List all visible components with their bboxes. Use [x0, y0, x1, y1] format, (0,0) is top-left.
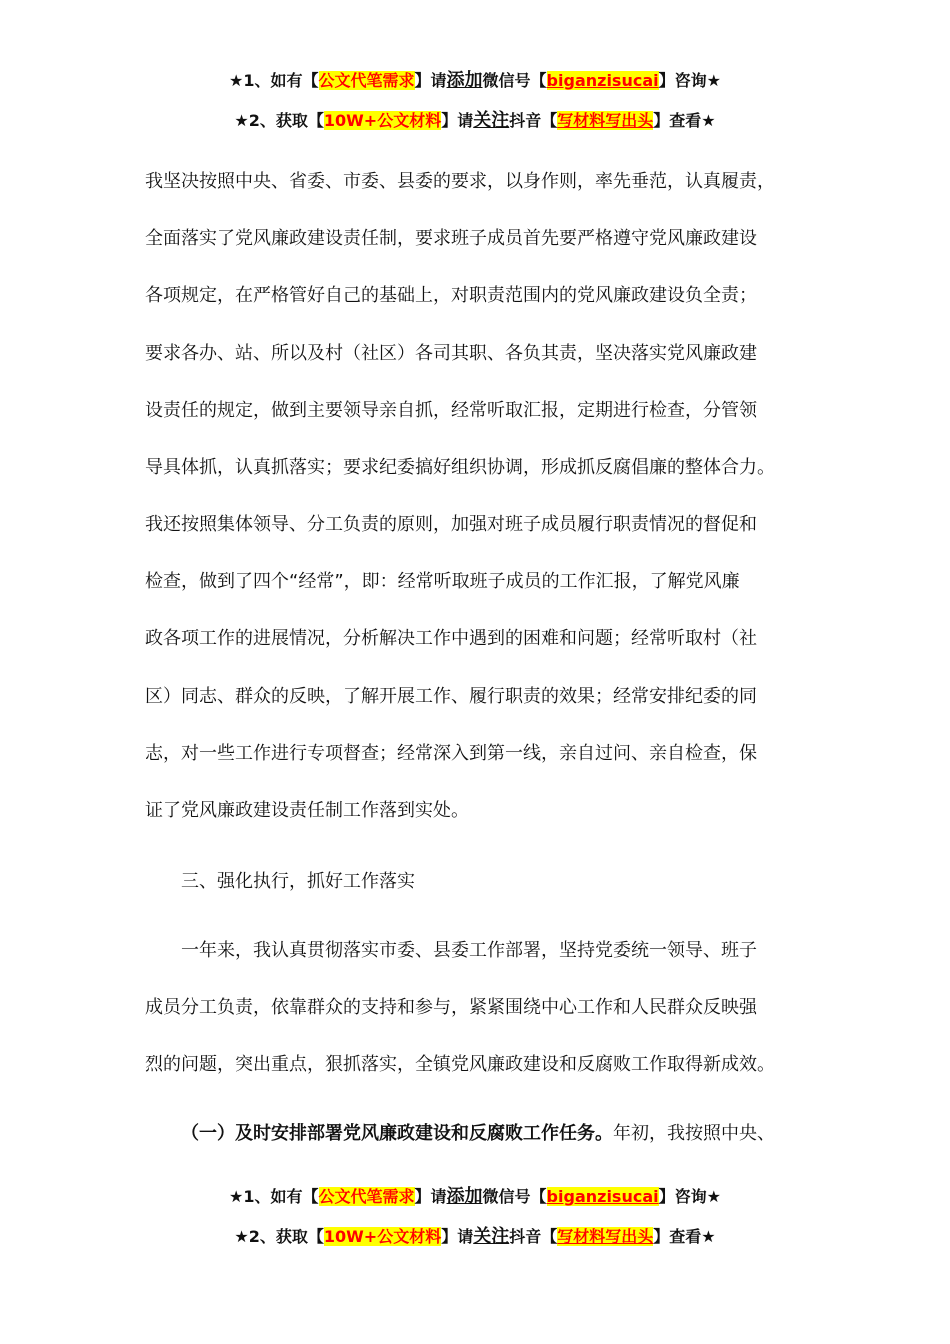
body-line: 设责任的规定，做到主要领导亲自抓，经常听取汇报，定期进行检查，分管领	[145, 400, 757, 421]
body-line: 我坚决按照中央、省委、市委、县委的要求，以身作则，率先垂范，认真履责，	[145, 171, 775, 192]
footer-banner-line-2: ★2、获取【10W+公文材料】请关注抖音【写材料写出头】查看★	[234, 1226, 716, 1247]
body-line: 烈的问题，突出重点，狠抓落实，全镇党风廉政建设和反腐败工作取得新成效。	[145, 1054, 775, 1075]
body-line: 各项规定，在严格管好自己的基础上，对职责范围内的党风廉政建设负全责；	[145, 285, 757, 306]
item-one-title: （一）及时安排部署党风廉政建设和反腐败工作任务。	[181, 1123, 613, 1144]
body-line: 一年来，我认真贯彻落实市委、县委工作部署，坚持党委统一领导、班子	[181, 940, 757, 961]
body-line: 成员分工负责，依靠群众的支持和参与，紧紧围绕中心工作和人民群众反映强	[145, 997, 757, 1018]
highlight-ghostwriting: 公文代笔需求	[318, 71, 415, 90]
section-heading: 三、强化执行，抓好工作落实	[181, 871, 415, 892]
body-line: 志，对一些工作进行专项督查；经常深入到第一线，亲自过问、亲自检查，保	[145, 743, 757, 764]
highlight-materials: 10W+公文材料	[323, 111, 442, 130]
body-line: 证了党风廉政建设责任制工作落到实处。	[145, 800, 469, 821]
body-line: 要求各办、站、所以及村（社区）各司其职、各负其责，坚决落实党风廉政建	[145, 343, 757, 364]
body-line: 政各项工作的进展情况，分析解决工作中遇到的困难和问题；经常听取村（社	[145, 628, 757, 649]
footer-banner-line-1: ★1、如有【公文代笔需求】请添加微信号【biganzisucai】咨询★	[229, 1186, 721, 1207]
body-line: 检查，做到了四个“经常”，即：经常听取班子成员的工作汇报，了解党风廉	[145, 571, 740, 592]
banner-line-2: ★2、获取【10W+公文材料】请关注抖音【写材料写出头】查看★	[234, 110, 716, 131]
wechat-id: biganzisucai	[546, 71, 659, 90]
body-line: 导具体抓，认真抓落实；要求纪委搞好组织协调，形成抓反腐倡廉的整体合力。	[145, 457, 775, 478]
body-line: 区）同志、群众的反映，了解开展工作、履行职责的效果；经常安排纪委的同	[145, 686, 757, 707]
banner-line-1: ★1、如有【公文代笔需求】请添加微信号【biganzisucai】咨询★	[229, 70, 721, 91]
douyin-account: 写材料写出头	[557, 111, 654, 130]
item-one	[181, 1121, 775, 1147]
item-one-text: 年初，我按照中央、	[613, 1123, 775, 1144]
body-line: 我还按照集体领导、分工负责的原则，加强对班子成员履行职责情况的督促和	[145, 514, 757, 535]
body-line: 全面落实了党风廉政建设责任制，要求班子成员首先要严格遵守党风廉政建设	[145, 228, 757, 249]
